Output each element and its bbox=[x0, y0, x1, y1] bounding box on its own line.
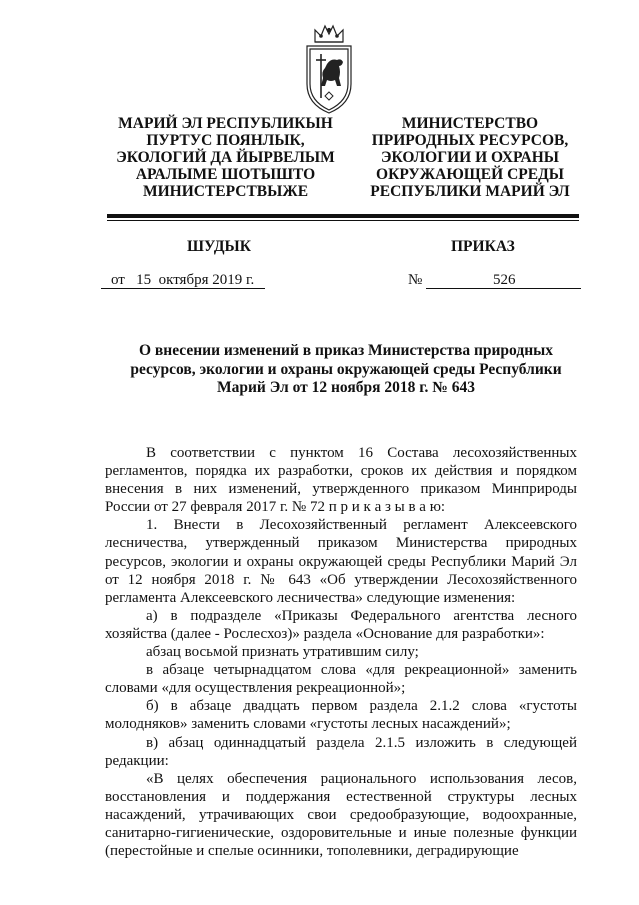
doc-type-russian: ПРИКАЗ bbox=[451, 238, 515, 255]
header-right-line: ОКРУЖАЮЩЕЙ СРЕДЫ bbox=[376, 166, 564, 183]
header-left-line: МИНИСТЕРСТВЫЖЕ bbox=[142, 183, 309, 200]
number-underline bbox=[426, 288, 581, 289]
number-sign: № bbox=[408, 272, 423, 288]
header-divider-thick bbox=[107, 214, 579, 218]
title-line: Марий Эл от 12 ноября 2018 г. № 643 bbox=[216, 379, 476, 396]
header-left-line: МАРИЙ ЭЛ РЕСПУБЛИКЫН bbox=[118, 115, 333, 132]
body-paragraph: В соответствии с пунктом 16 Состава лесохозяйственных регламентов, порядка их разработки, сроков их действия и порядком внесения в них изменений, утвержденного приказом Минприроды России от 27 февраля 2017 г. № 72 п р и к а з ы в а ю: bbox=[105, 445, 577, 516]
header-left-line: АРАЛЫМЕ ШОТЫШТО bbox=[135, 166, 316, 183]
header-right-line: ЭКОЛОГИИ И ОХРАНЫ bbox=[380, 149, 560, 166]
title-line: ресурсов, экологии и охраны окружающей среды Республики bbox=[130, 360, 562, 378]
body-paragraph: 1. Внести в Лесохозяйственный регламент Алексеевского лесничества, утвержденный приказом Министерства природных ресурсов, экологии и охраны окружающей среды Республики Марий Эл от 12 ноября 2018 г. № 643 «Об утверждении Лесохозяйственного регламента Алексеевского лесничества» следующие изменения: bbox=[105, 517, 577, 606]
order-number: 526 bbox=[493, 272, 516, 288]
coat-of-arms-emblem bbox=[301, 24, 357, 116]
header-right-line: ПРИРОДНЫХ РЕСУРСОВ, bbox=[371, 132, 569, 149]
title-line: О внесении изменений в приказ Министерства природных bbox=[139, 342, 553, 359]
body-paragraph: а) в подразделе «Приказы Федерального агентства лесного хозяйства (далее - Рослесхоз)» раздела «Основание для разработки»: bbox=[105, 607, 577, 642]
date-underline bbox=[101, 288, 265, 289]
body-paragraph: «В целях обеспечения рационального использования лесов, восстановления и поддержания естественной структуры лесных насаждений, утрачивающих свои средообразующие, водоохранные, санитарно-гигиенические, оздоровительные и иные полезные функции (перестойные и спелые осинники, тополевники, деградирующие bbox=[105, 770, 577, 860]
ministry-name-russian bbox=[350, 115, 590, 200]
header-left-line: ЭКОЛОГИЙ ДА ЙЫРВЕЛЫМ bbox=[116, 149, 335, 166]
body-paragraph: в) абзац одиннадцатый раздела 2.1.5 изложить в следующей редакции: bbox=[105, 734, 577, 769]
body-paragraph: в абзаце четырнадцатом слова «для рекреационной» заменить словами «для осуществления рекреационной»; bbox=[105, 662, 577, 697]
header-right-line: МИНИСТЕРСТВО bbox=[401, 115, 539, 132]
header-right-line: РЕСПУБЛИКИ МАРИЙ ЭЛ bbox=[370, 183, 570, 200]
doc-type-mari: ШУДЫК bbox=[187, 238, 251, 255]
ministry-name-mari bbox=[103, 115, 348, 200]
order-date: от 15 октября 2019 г. bbox=[111, 272, 255, 288]
header-left-line: ПУРТУС ПОЯНЛЫК, bbox=[146, 132, 305, 149]
body-paragraph: б) в абзаце двадцать первом раздела 2.1.2 слова «густоты молодняков» заменить словами «густоты лесных насаждений»; bbox=[105, 698, 577, 733]
body-paragraph: абзац восьмой признать утратившим силу; bbox=[146, 644, 419, 661]
header-divider-thin bbox=[107, 220, 579, 221]
document-body bbox=[105, 444, 577, 860]
document-title bbox=[126, 342, 566, 398]
